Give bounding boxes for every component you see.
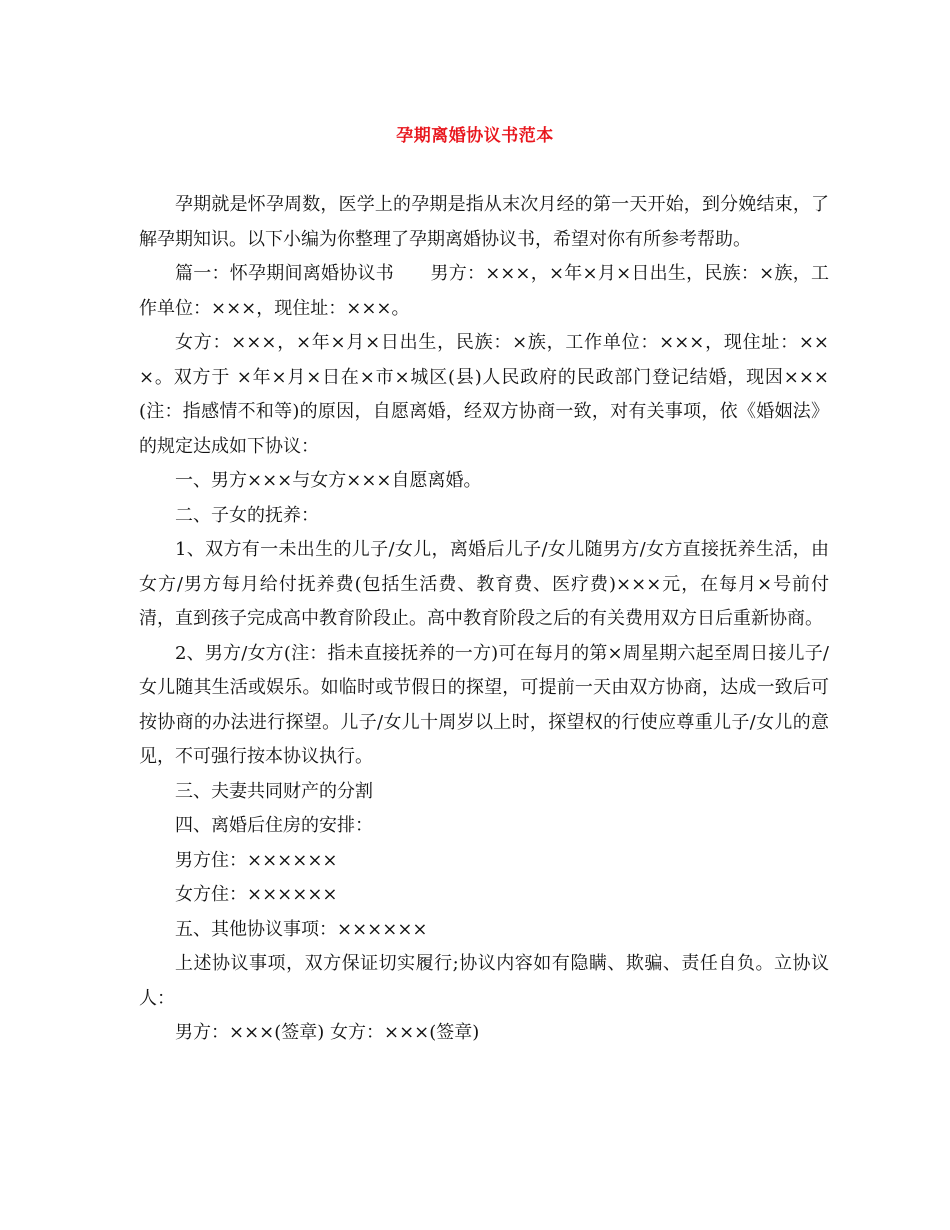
paragraph-clause-2-1: 1、双方有一未出生的儿子/女儿，离婚后儿子/女儿随男方/女方直接抚养生活，由女方/男方每月给付抚养费(包括生活费、教育费、医疗费)×××元，在每月×号前付清，直到孩子完成高中教育阶段止。高中教育阶段之后的有关费用双方日后重新协商。 — [139, 539, 829, 629]
paragraph-male-residence: 男方住：×××××× — [175, 849, 338, 871]
paragraph-clause-2: 二、子女的抚养： — [175, 504, 319, 526]
paragraph-part-one-male: 篇一：怀孕期间离婚协议书 男方：×××，×年×月×日出生，民族：×族，工作单位：×××，现住址：×××。 — [139, 263, 829, 319]
document-title: 孕期离婚协议书范本 — [396, 126, 554, 146]
paragraph-clause-2-2: 2、男方/女方(注：指未直接抚养的一方)可在每月的第×周星期六起至周日接儿子/女儿随其生活或娱乐。如临时或节假日的探望，可提前一天由双方协商，达成一致后可按协商的办法进行探望。儿子/女儿十周岁以上时，探望权的行使应尊重儿子/女儿的意见，不可强行按本协议执行。 — [139, 642, 829, 767]
paragraph-female-info: 女方：×××，×年×月×日出生，民族：×族，工作单位：×××，现住址：×××。双方于 ×年×月×日在×市×城区(县)人民政府的民政部门登记结婚，现因×××(注：指感情不和等)的原因，自愿离婚，经双方协商一致，对有关事项，依《婚姻法》的规定达成如下协议： — [139, 332, 829, 457]
paragraph-clause-5: 五、其他协议事项：×××××× — [175, 918, 428, 940]
paragraph-intro: 孕期就是怀孕周数，医学上的孕期是指从末次月经的第一天开始，到分娩结束，了解孕期知识。以下小编为你整理了孕期离婚协议书，希望对你有所参考帮助。 — [139, 194, 829, 250]
paragraph-clause-4: 四、离婚后住房的安排： — [175, 815, 373, 836]
document-body — [139, 188, 829, 1051]
paragraph-clause-1: 一、男方×××与女方×××自愿离婚。 — [175, 470, 482, 491]
paragraph-clause-3: 三、夫妻共同财产的分割 — [175, 780, 373, 802]
paragraph-commitment: 上述协议事项，双方保证切实履行;协议内容如有隐瞒、欺骗、责任自负。立协议人： — [139, 953, 829, 1009]
paragraph-female-residence: 女方住：×××××× — [175, 884, 338, 905]
paragraph-signatures: 男方：×××(签章) 女方：×××(签章) — [175, 1022, 480, 1043]
